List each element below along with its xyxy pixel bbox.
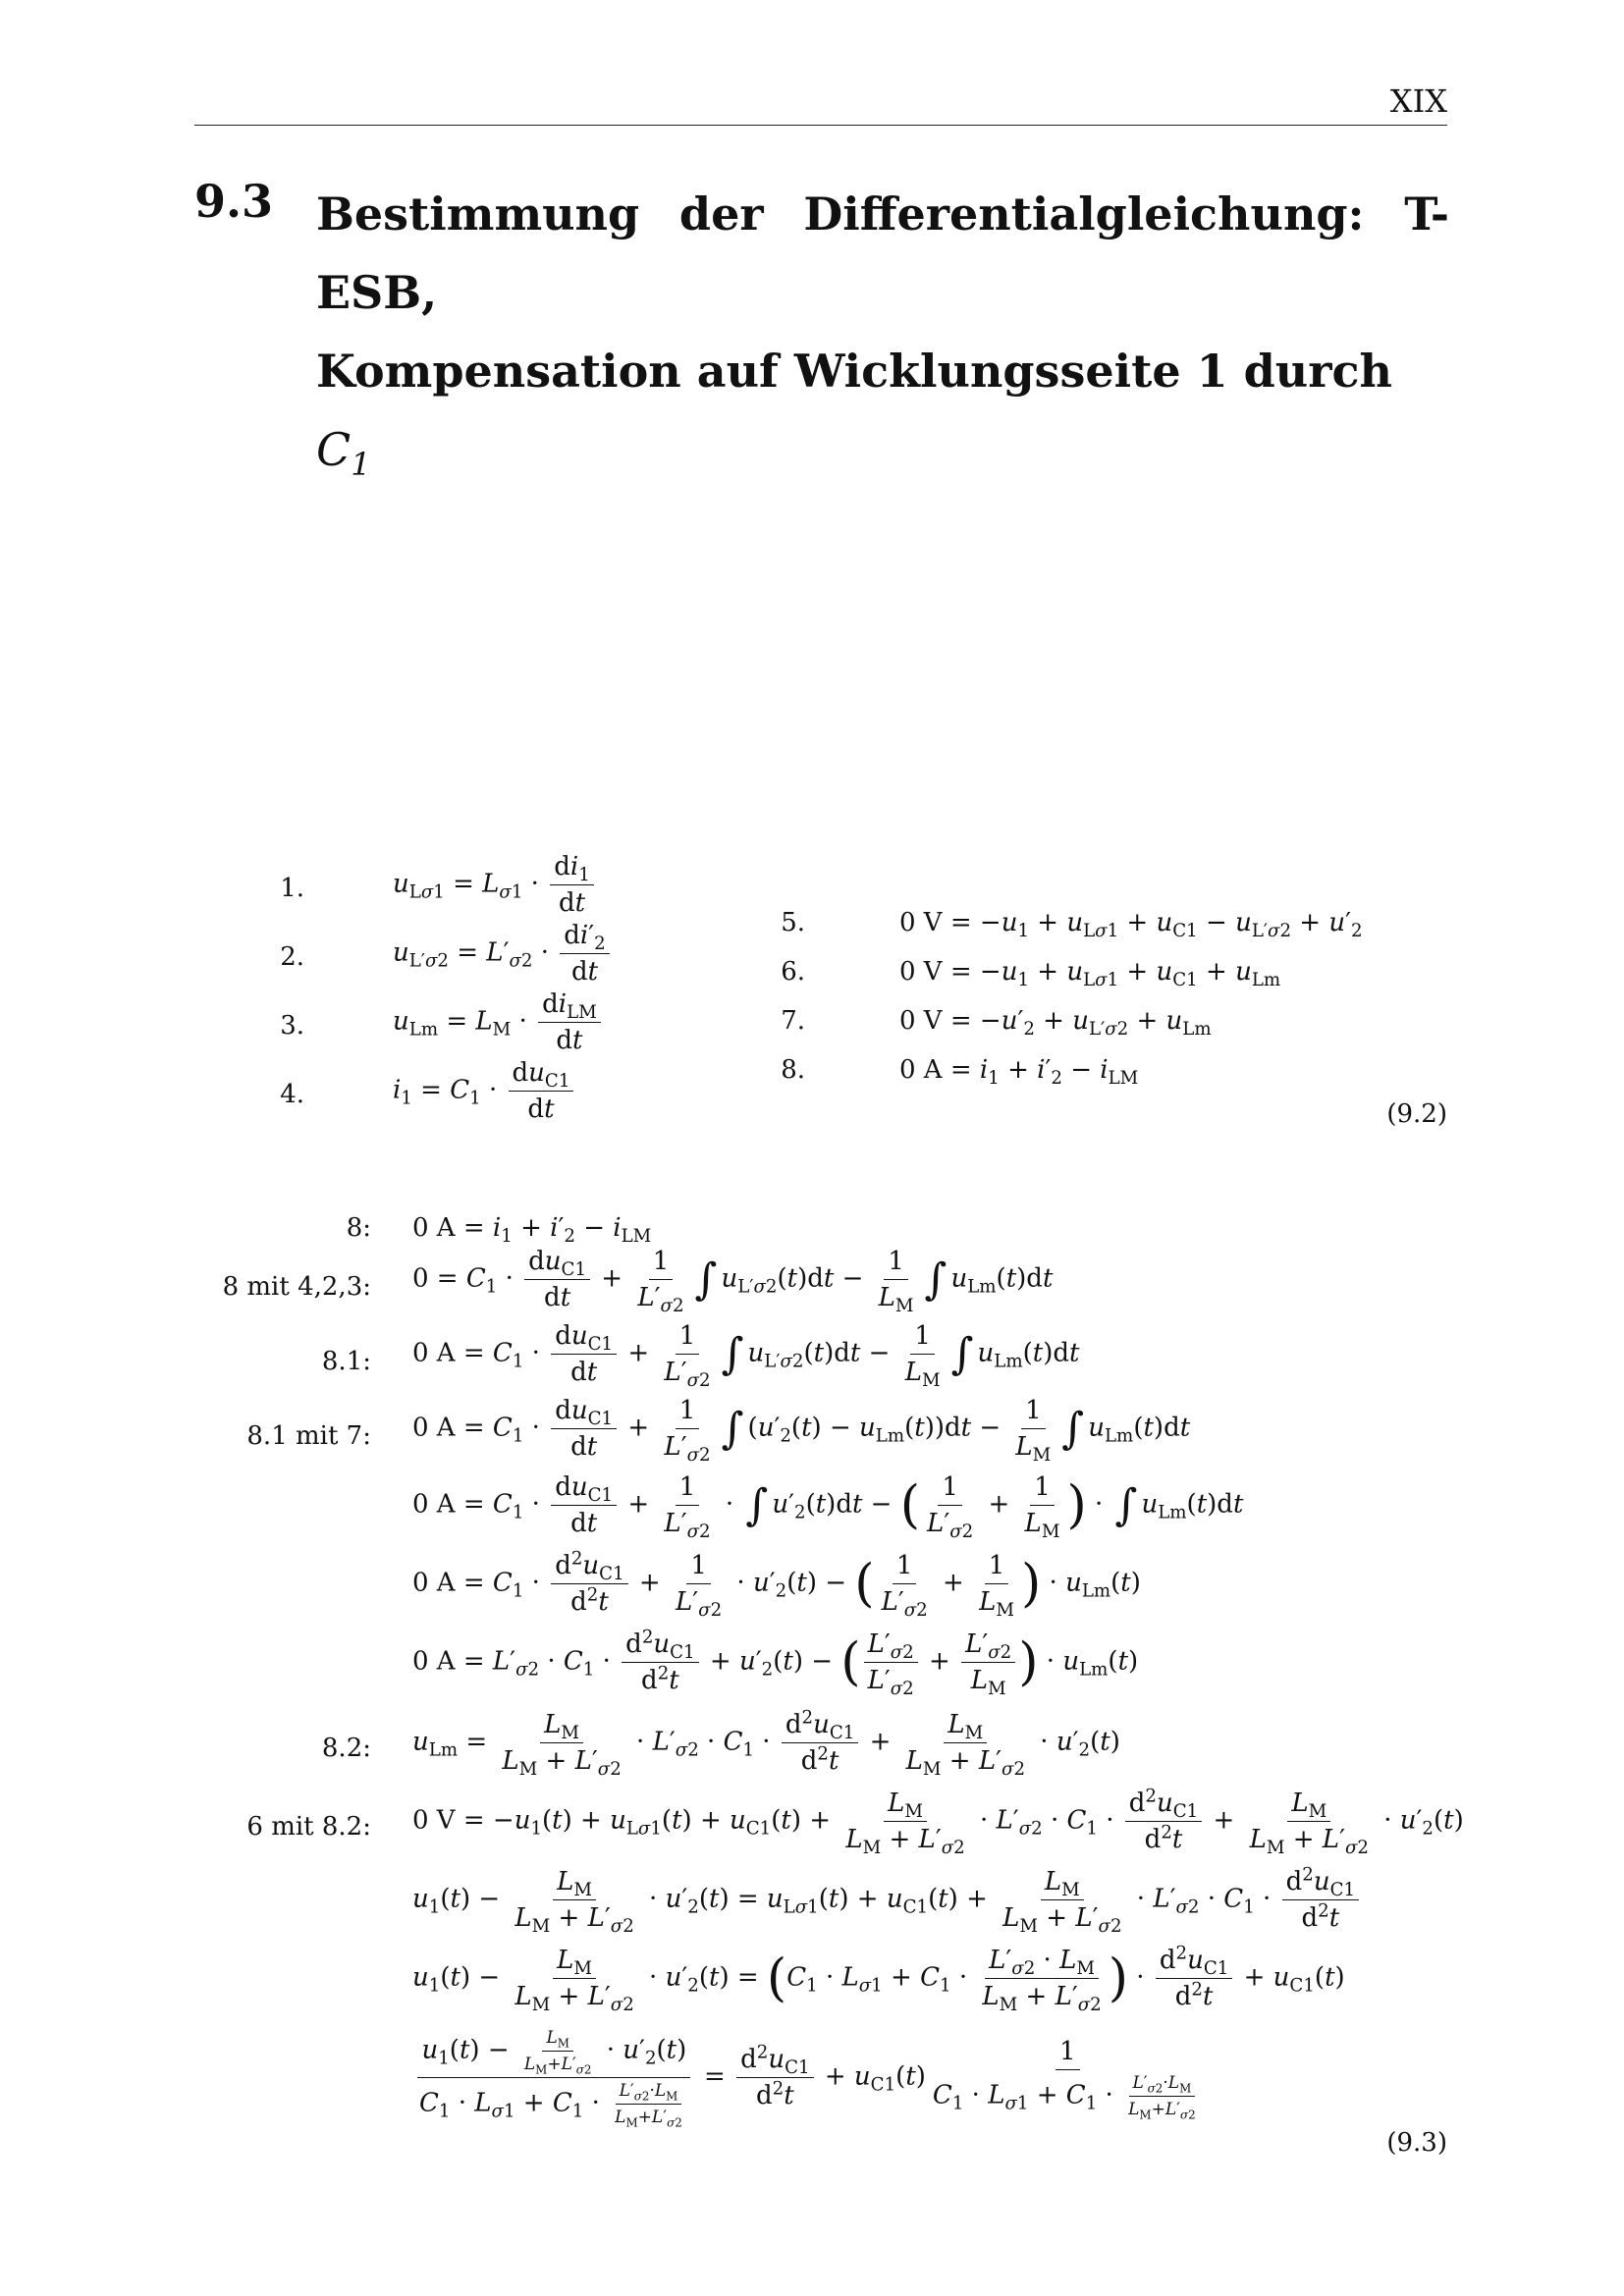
deriv-label-8-1: 8.1: — [321, 1347, 371, 1376]
enum-1: 1. — [280, 874, 304, 903]
deriv-line-7: 0 $A = L'_{\sigma 2} \cdot C_1$ · $\frac{d^2u_{C1}}{d^2t}$ + $u'_2(t)$ − ( $\frac{L'_{\sigma 2}}{L'_{\sigma 2}}$ + $\frac{L'_{\sigma 2}}{L_M}$ ) · $u_{Lm}(t)$ — [412, 1627, 1139, 1700]
equation-3: $u_{Lm} = L_M$ · $\frac{di_{LM}}{dt}$ — [393, 989, 604, 1055]
enum-5: 5. — [781, 908, 805, 937]
deriv-line-1: 0 $A = i_1 + i'_2 - i_{LM}$ — [412, 1213, 652, 1248]
enum-4: 4. — [280, 1080, 304, 1109]
section-title — [316, 175, 1449, 489]
section-title-line2: Kompensation auf Wicklungsseite 1 durch — [316, 345, 1392, 398]
equation-4: $i_1 = C_1$ · $\frac{du_{C1}}{dt}$ — [393, 1058, 576, 1124]
equation-tag-9-2: (9.2) — [1386, 1099, 1447, 1129]
deriv-label-8-mit-4-2-3: 8 mit 4,2,3: — [222, 1272, 371, 1302]
deriv-line-8: $u_{Lm}$ = $\frac{L_M}{L_M + L'_{\sigma 2}}$ · $L'_{\sigma 2} \cdot C_1$ · $\frac{d^2u_{C1}}{d^2t}$ + $\frac{L_M}{L_M + L'_{\sigma 2}}$ · $u'_2(t)$ — [412, 1707, 1120, 1781]
deriv-line-5: 0 $A = C_1$ · $\frac{du_{C1}}{dt}$ + $\frac{1}{L'_{\sigma 2}}$ · ∫ $u'_2(t)dt$ − ( $\frac{1}{L'_{\sigma 2}}$ + $\frac{1}{L_M}$ ) · ∫ $u_{Lm}(t)dt$ — [412, 1472, 1244, 1543]
enum-8: 8. — [781, 1055, 805, 1085]
deriv-line-4: 0 $A = C_1$ · $\frac{du_{C1}}{dt}$ + $\frac{1}{L'_{\sigma 2}}$ ∫ $(u'_2(t) - u_{Lm}(t))dt$ − $\frac{1}{L_M}$ ∫ $u_{Lm}(t)dt$ — [412, 1396, 1191, 1467]
deriv-line-9: 0 $V = -u_1(t) + u_{L\sigma 1}(t) + u_{C1}(t)$ + $\frac{L_M}{L_M + L'_{\sigma 2}}$ · $L'_{\sigma 2} \cdot C_1$ · $\frac{d^2u_{C1}}{d^2t}$ + $\frac{L_M}{L_M + L'_{\sigma 2}}$ · $u'_2(t)$ — [412, 1786, 1464, 1859]
enum-7: 7. — [781, 1006, 805, 1036]
header-rule — [194, 125, 1447, 126]
equation-8: 0 $A = i_1 + i'_2 - i_{LM}$ — [899, 1055, 1139, 1090]
section-title-line1: Bestimmung der Differentialgleichung: T-ESB, — [316, 187, 1449, 319]
equation-tag-9-3: (9.3) — [1386, 2128, 1447, 2158]
deriv-label-6-mit-8-2: 6 mit 8.2: — [246, 1812, 371, 1842]
deriv-line-10: $u_1(t)$ − $\frac{L_M}{L_M + L'_{\sigma 2}}$ · $u'_2(t) = u_{L\sigma 1}(t) + u_{C1}(t)$ + $\frac{L_M}{L_M + L'_{\sigma 2}}$ · $L'_{\sigma 2} \cdot C_1$ · $\frac{d^2u_{C1}}{d^2t}$ — [412, 1867, 1362, 1933]
deriv-label-8-2: 8.2: — [321, 1734, 371, 1763]
equation-5: 0 $V = -u_1 + u_{L\sigma 1} + u_{C1} - u_{L'\sigma 2} + u'_2$ — [899, 908, 1363, 942]
deriv-line-12: $u_1(t)$ − $\frac{L_M}{L_M+L'_{\sigma 2}}$ · $u'_2(t)$ $C_1 \cdot L_{\sigma 1} + C_1$ · $\frac{L'_{\sigma 2}\cdot L_M}{L_M+L'_{\sigma 2}}$ = $\frac{d^2u_{C1}}{d^2t}$ + $u_{C1}(t)$ 1 $C_1 \cdot L_{\sigma 1} + C_1$ · $\frac{L'_{\sigma 2}\cdot L_M}{L_M+L'_{\sigma 2}}$ — [419, 2028, 1196, 2130]
section-number: 9.3 — [194, 175, 274, 228]
enum-3: 3. — [280, 1011, 304, 1041]
equation-2: $u_{L'\sigma 2} = L'_{\sigma 2}$ · $\frac{di'_2}{dt}$ — [393, 921, 613, 987]
equation-1: $u_{L\sigma 1} = L_{\sigma 1}$ · $\frac{di_1}{dt}$ — [393, 852, 597, 918]
deriv-line-3: 0 $A = C_1$ · $\frac{du_{C1}}{dt}$ + $\frac{1}{L'_{\sigma 2}}$ ∫ $u_{L'\sigma 2}(t)dt$ − $\frac{1}{L_M}$ ∫ $u_{Lm}(t)dt$ — [412, 1321, 1080, 1392]
section-title-math: $C_1$ — [316, 423, 371, 484]
deriv-label-8-1-mit-7: 8.1 mit 7: — [246, 1421, 371, 1451]
deriv-line-2: $0 = C_1$ · $\frac{du_{C1}}{dt}$ + $\frac{1}{L'_{\sigma 2}}$ ∫ $u_{L'\sigma 2}(t)dt$ − $\frac{1}{L_M}$ ∫ $u_{Lm}(t)dt$ — [412, 1247, 1054, 1317]
enum-6: 6. — [781, 957, 805, 987]
deriv-line-11: $u_1(t)$ − $\frac{L_M}{L_M + L'_{\sigma 2}}$ · $u'_2(t) = (C_1 \cdot L_{\sigma 1} + C_1$ · $\frac{L'_{\sigma 2} \cdot L_M}{L_M + L'_{\sigma 2}}$ ) · $\frac{d^2u_{C1}}{d^2t}$ + $u_{C1}(t)$ — [412, 1943, 1345, 2016]
deriv-label-8: 8: — [346, 1213, 371, 1243]
running-head: XIX — [1389, 82, 1447, 120]
deriv-line-6: 0 $A = C_1$ · $\frac{d^2u_{C1}}{d^2t}$ + $\frac{1}{L'_{\sigma 2}}$ · $u'_2(t)$ − ( $\frac{1}{L'_{\sigma 2}}$ + $\frac{1}{L_M}$ ) · $u_{Lm}(t)$ — [412, 1548, 1141, 1622]
equation-7: 0 $V = -u'_2 + u_{L'\sigma 2} + u_{Lm}$ — [899, 1006, 1212, 1041]
equation-6: 0 $V = -u_1 + u_{L\sigma 1} + u_{C1} + u_{Lm}$ — [899, 957, 1281, 991]
enum-2: 2. — [280, 942, 304, 972]
